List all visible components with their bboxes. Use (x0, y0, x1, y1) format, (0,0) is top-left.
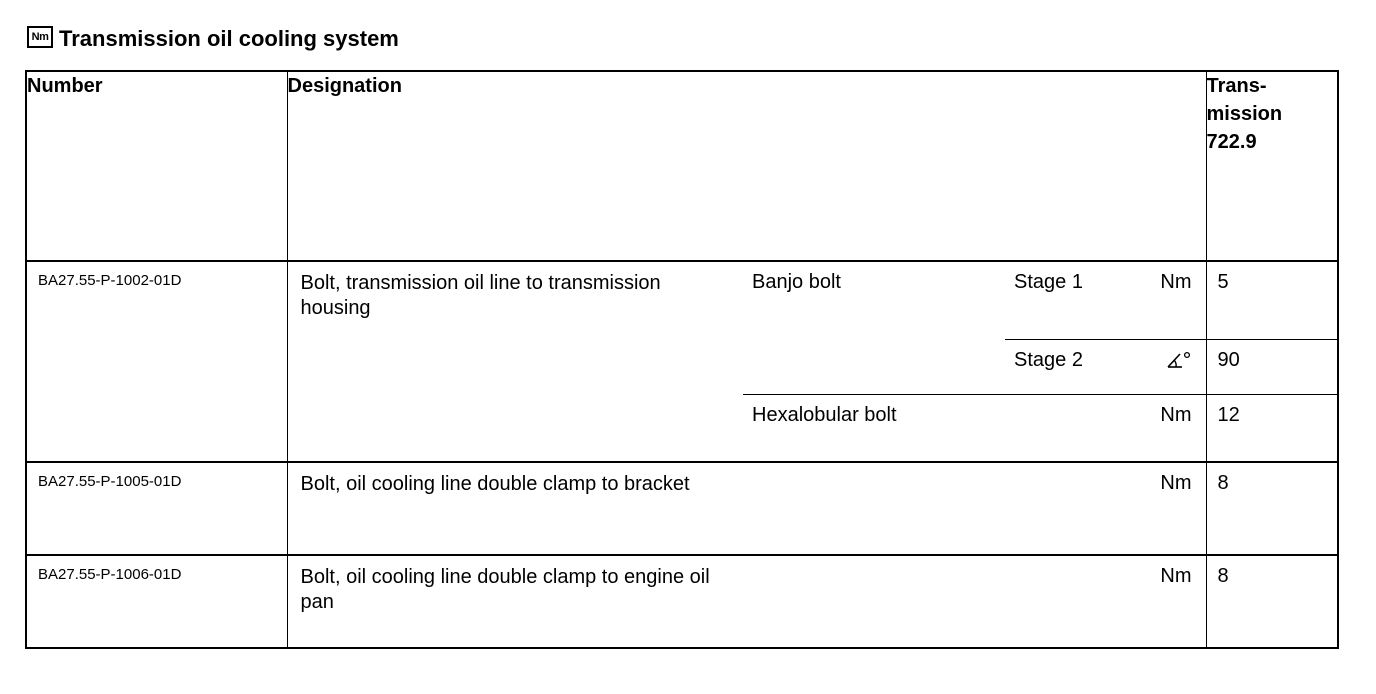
torque-value: 8 (1206, 555, 1338, 648)
unit-label: Nm (1145, 261, 1206, 339)
torque-spec-table (25, 70, 1339, 649)
unit-label: Nm (1145, 555, 1206, 648)
header-transmission-line3: 722.9 (1206, 131, 1257, 153)
unit-label: Nm (1145, 462, 1206, 555)
torque-value: 12 (1206, 394, 1338, 462)
bolt-type: Banjo bolt (743, 261, 1005, 339)
unit-label: Nm (1145, 394, 1206, 462)
header-designation: Designation (287, 71, 1206, 261)
part-designation (287, 462, 1145, 555)
part-number: BA27.55-P-1005-01D (26, 462, 287, 555)
header-transmission-line1: Trans- (1206, 75, 1267, 97)
part-designation (287, 555, 1145, 648)
part-designation-text: Bolt, oil cooling line double clamp to engine oil pan (300, 566, 710, 613)
stage-label (1005, 394, 1145, 462)
torque-nm-icon: Nm (27, 26, 53, 48)
angle-degree-icon (1166, 350, 1192, 370)
torque-value: 90 (1206, 339, 1338, 394)
table-row (26, 462, 1338, 555)
stage-label: Stage 1 (1005, 261, 1145, 339)
part-number: BA27.55-P-1002-01D (26, 261, 287, 462)
header-transmission (1206, 71, 1338, 261)
table-row (26, 261, 1338, 339)
stage-label: Stage 2 (1005, 339, 1145, 394)
part-designation-text: Bolt, oil cooling line double clamp to bracket (300, 473, 690, 495)
torque-value: 8 (1206, 462, 1338, 555)
part-number: BA27.55-P-1006-01D (26, 555, 287, 648)
table-row (26, 555, 1338, 648)
unit-angle-cell (1145, 339, 1206, 394)
header-number: Number (26, 71, 287, 261)
section-title (27, 24, 399, 54)
table-header-row (26, 71, 1338, 261)
header-transmission-line2: mission (1206, 103, 1283, 125)
bolt-type (743, 339, 1005, 394)
bolt-type: Hexalobular bolt (743, 394, 1005, 462)
part-designation: Bolt, transmission oil line to transmission housing (287, 261, 743, 462)
page-title: Transmission oil cooling system (59, 26, 399, 51)
torque-value: 5 (1206, 261, 1338, 339)
